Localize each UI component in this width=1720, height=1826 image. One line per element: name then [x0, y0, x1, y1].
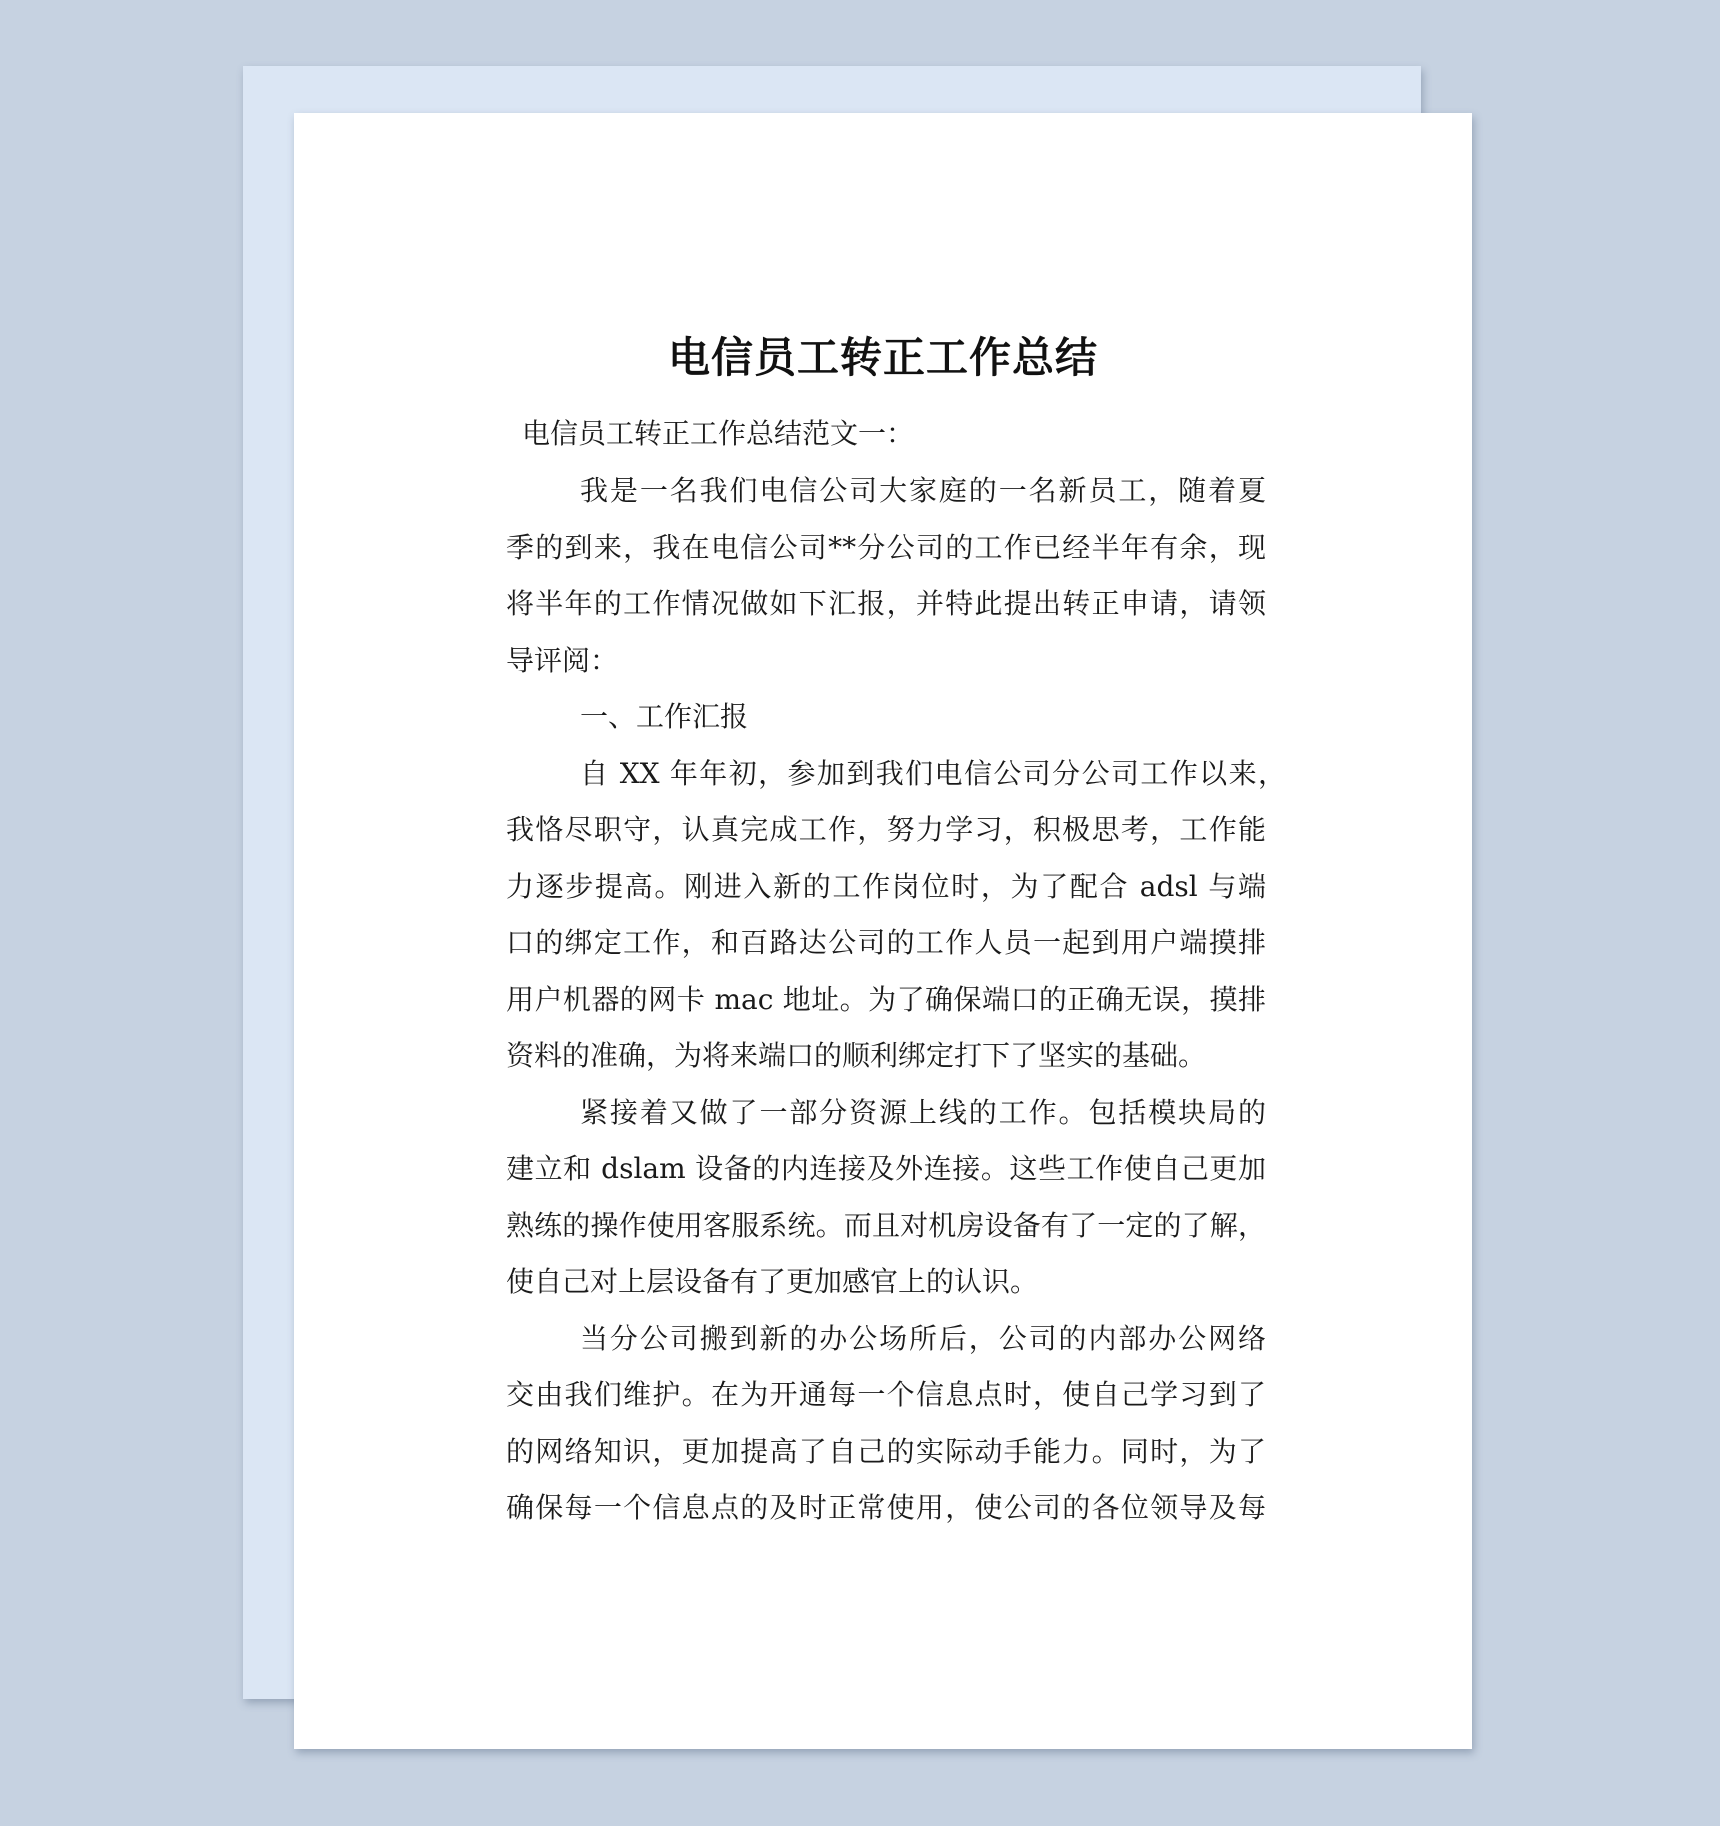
section-subtitle: 电信员工转正工作总结范文一： — [522, 417, 915, 450]
paragraph-line: 力逐步提高。刚进入新的工作岗位时，为了配合 adsl 与端 — [506, 870, 1266, 903]
paragraph-line: 口的绑定工作，和百路达公司的工作人员一起到用户端摸排 — [506, 926, 1266, 959]
paragraph-line: 确保每一个信息点的及时正常使用，使公司的各位领导及每 — [506, 1491, 1266, 1524]
paragraph-line: 交由我们维护。在为开通每一个信息点时，使自己学习到了 — [506, 1378, 1266, 1411]
paragraph-line: 资料的准确，为将来端口的顺利绑定打下了坚实的基础。 — [506, 1039, 1207, 1072]
page-title: 电信员工转正工作总结 — [667, 333, 1098, 382]
paragraph-line: 使自己对上层设备有了更加感官上的认识。 — [506, 1265, 1039, 1298]
paragraph-line: 自 XX 年年初，参加到我们电信公司分公司工作以来， — [580, 757, 1286, 790]
paragraph-line: 将半年的工作情况做如下汇报，并特此提出转正申请，请领 — [506, 587, 1266, 620]
paragraph-line: 建立和 dslam 设备的内连接及外连接。这些工作使自己更加 — [506, 1152, 1266, 1185]
paragraph-line: 的网络知识，更加提高了自己的实际动手能力。同时，为了 — [506, 1435, 1266, 1468]
paragraph-line: 当分公司搬到新的办公场所后，公司的内部办公网络 — [580, 1322, 1266, 1355]
paragraph-line: 我恪尽职守，认真完成工作，努力学习，积极思考，工作能 — [506, 813, 1266, 846]
section-heading: 一、工作汇报 — [580, 700, 749, 733]
paragraph-line: 我是一名我们电信公司大家庭的一名新员工，随着夏 — [580, 474, 1266, 507]
paragraph-line: 用户机器的网卡 mac 地址。为了确保端口的正确无误，摸排 — [506, 983, 1266, 1016]
document-page — [294, 113, 1472, 1749]
paragraph-line: 导评阅： — [506, 644, 619, 677]
paragraph-line: 紧接着又做了一部分资源上线的工作。包括模块局的 — [580, 1096, 1266, 1129]
paragraph-line: 季的到来，我在电信公司**分公司的工作已经半年有余，现 — [506, 531, 1266, 564]
paragraph-line: 熟练的操作使用客服系统。而且对机房设备有了一定的了解， — [506, 1209, 1266, 1242]
